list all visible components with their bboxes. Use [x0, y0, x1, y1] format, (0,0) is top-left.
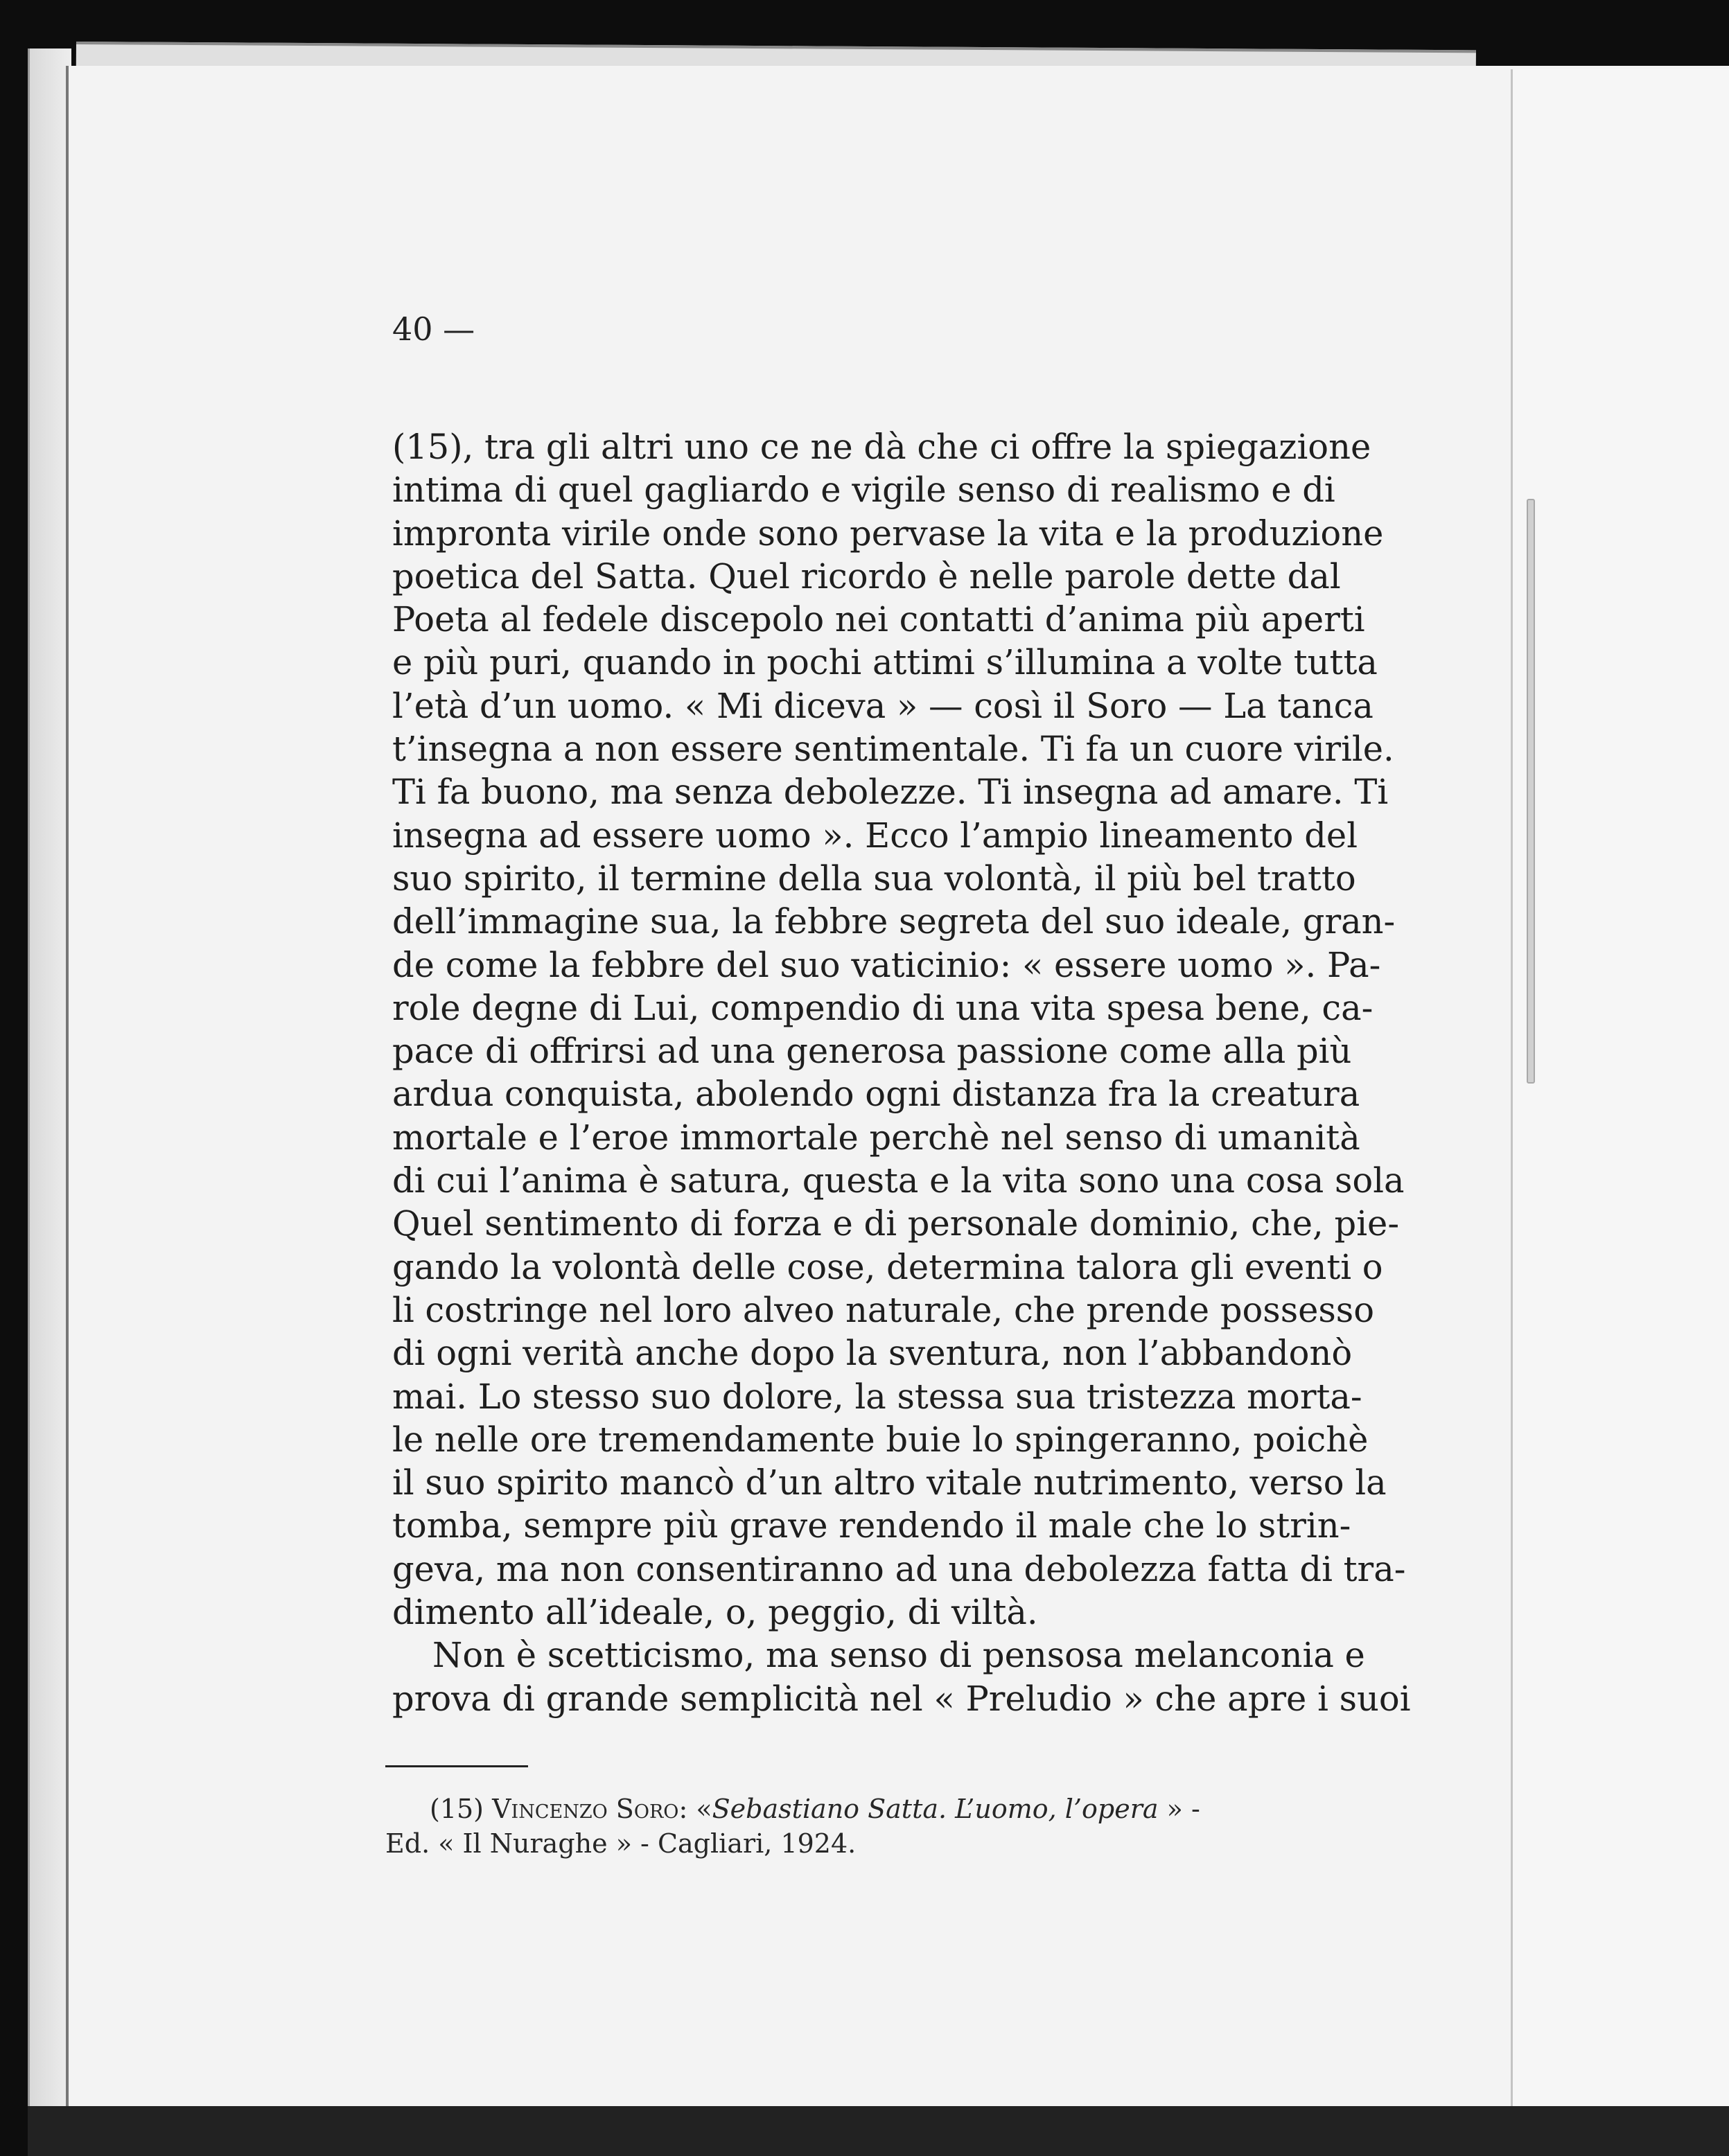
body-line: role degne di Lui, compendio di una vita spesa bene, ca- [392, 987, 1373, 1028]
body-line: il suo spirito mancò d’un altro vitale nutrimento, verso la [392, 1463, 1387, 1503]
body-line: Ti fa buono, ma senza debolezze. Ti insegna ad amare. Ti [392, 772, 1389, 813]
footnote-line-2: Ed. « Il Nuraghe » - Cagliari, 1924. [385, 1828, 857, 1859]
body-line: tomba, sempre più grave rendendo il male che lo strin- [392, 1505, 1351, 1546]
body-line: dimento all’ideale, o, peggio, di viltà. [392, 1592, 1038, 1633]
book-left-edge [28, 48, 71, 2120]
footnote-close-quote: » - [1166, 1794, 1200, 1824]
body-line: mortale e l’eroe immortale perchè nel senso di umanità [392, 1117, 1360, 1158]
next-page-edge [1511, 69, 1729, 2113]
body-line: suo spirito, il termine della sua volontà, il più bel tratto [392, 858, 1356, 899]
footnote [385, 1792, 1322, 1861]
body-line: pace di offrirsi ad una generosa passione come alla più [392, 1031, 1352, 1072]
bookmark-strip [1527, 499, 1535, 1084]
body-line: l’età d’un uomo. « Mi diceva » — così il Soro — La tanca [392, 685, 1373, 726]
body-line: le nelle ore tremendamente buie lo spingeranno, poichè [392, 1419, 1369, 1460]
body-line: mai. Lo stesso suo dolore, la stessa sua tristezza morta- [392, 1376, 1362, 1417]
body-line: ardua conquista, abolendo ogni distanza fra la creatura [392, 1074, 1360, 1115]
body-line: gando la volontà delle cose, determina talora gli eventi o [392, 1246, 1383, 1287]
body-line: li costringe nel loro alveo naturale, che prende possesso [392, 1289, 1375, 1330]
body-line: impronta virile onde sono pervase la vita e la produzione [392, 513, 1384, 554]
page-number: 40 — [392, 310, 475, 348]
body-line: di cui l’anima è satura, questa e la vita sono una cosa sola [392, 1160, 1405, 1201]
footnote-title: Sebastiano Satta. L’uomo, l’opera [712, 1794, 1159, 1824]
body-line: de come la febbre del suo vaticinio: « essere uomo ». Pa- [392, 944, 1381, 985]
footnote-open-quote: « [696, 1794, 712, 1824]
body-line: e più puri, quando in pochi attimi s’illumina a volte tutta [392, 642, 1378, 683]
body-text [392, 425, 1411, 1720]
body-line: poetica del Satta. Quel ricordo è nelle parole dette dal [392, 556, 1341, 597]
body-line: prova di grande semplicità nel « Preludio » che apre i suoi [392, 1678, 1411, 1719]
footnote-separator [385, 1765, 528, 1767]
footnote-author: Vincenzo Soro [492, 1794, 679, 1824]
scan-bottom-border [28, 2106, 1729, 2156]
body-line: insegna ad essere uomo ». Ecco l’ampio lineamento del [392, 815, 1358, 856]
body-line: Poeta al fedele discepolo nei contatti d’anima più aperti [392, 599, 1365, 640]
footnote-colon: : [678, 1794, 688, 1824]
body-line: t’insegna a non essere sentimentale. Ti fa un cuore virile. [392, 729, 1394, 770]
body-line: geva, ma non consentiranno ad una debolezza fatta di tra- [392, 1548, 1406, 1589]
footnote-number: (15) [430, 1794, 484, 1824]
footnote-line [385, 1792, 1322, 1826]
body-line: Quel sentimento di forza e di personale dominio, che, pie- [392, 1203, 1400, 1244]
body-line: di ogni verità anche dopo la sventura, non l’abbandonò [392, 1333, 1353, 1374]
body-line: Non è scetticismo, ma senso di pensosa melanconia e [432, 1635, 1365, 1676]
body-line: (15), tra gli altri uno ce ne dà che ci offre la spiegazione [392, 427, 1371, 467]
body-line: intima di quel gagliardo e vigile senso di realismo e di [392, 470, 1335, 511]
body-line: dell’immagine sua, la febbre segreta del suo ideale, gran- [392, 901, 1396, 942]
